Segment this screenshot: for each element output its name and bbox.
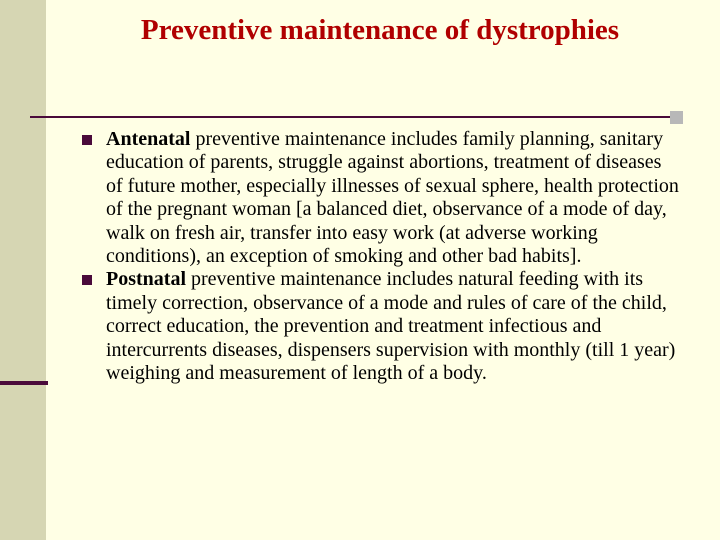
bullet-postnatal	[80, 268, 680, 385]
square-bullet-icon	[82, 275, 92, 285]
bullet-term: Postnatal	[106, 268, 186, 291]
bullet-term: Antenatal	[106, 128, 191, 150]
left-decorative-band	[0, 0, 46, 540]
title-divider	[30, 116, 670, 118]
slide-content	[80, 128, 680, 385]
bullet-text: preventive maintenance includes natural feeding with its timely correction, observance of a mode and rules of care of the child, correct education, the prevention and treatment infectious and intercurrents diseases, dispensers supervision with monthly (till 1 year) weighing and measurement of length of a body.	[106, 268, 676, 385]
bullet-antenatal	[80, 128, 680, 268]
slide-title: Preventive maintenance of dystrophies	[140, 14, 620, 46]
square-bullet-icon	[82, 135, 92, 145]
left-accent-bar	[0, 381, 48, 385]
bullet-text: preventive maintenance includes family planning, sanitary education of parents, struggle against abortions, treatment of diseases of future mother, especially illnesses of sexual sphere, health protection of the pregnant woman [a balanced diet, observance of a mode of day, walk on fresh air, transfer into easy work (at adverse working conditions), an exception of smoking and other bad habits].	[106, 128, 679, 268]
divider-end-block	[670, 111, 683, 124]
